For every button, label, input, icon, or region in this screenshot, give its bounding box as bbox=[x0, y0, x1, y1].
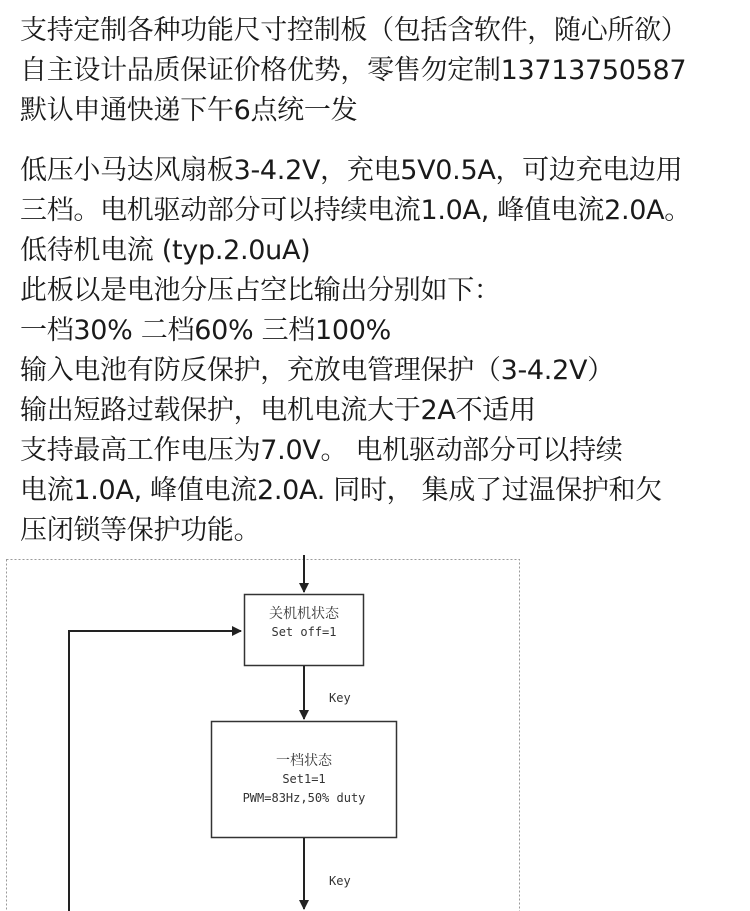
key-label-1: Key bbox=[329, 691, 351, 705]
off-state-code: Set off=1 bbox=[271, 625, 337, 639]
gear1-state-title: 一档状态 bbox=[276, 753, 332, 769]
spec-line: 三档。电机驱动部分可以持续电流1.0A, 峰值电流2.0A。 bbox=[20, 195, 691, 226]
spec-line: 支持最高工作电压为7.0V。 电机驱动部分可以持续 bbox=[20, 435, 623, 466]
spec-line: 一档30% 二档60% 三档100% bbox=[20, 315, 391, 346]
intro-line: 支持定制各种功能尺寸控制板（包括含软件，随心所欲） bbox=[20, 15, 688, 46]
off-state-box bbox=[245, 595, 364, 666]
intro-line: 自主设计品质保证价格优势，零售勿定制13713750587 bbox=[20, 55, 687, 86]
spec-line: 压闭锁等保护功能。 bbox=[20, 515, 261, 546]
spec-text bbox=[20, 151, 750, 551]
spec-line: 输入电池有防反保护，充放电管理保护（3-4.2V） bbox=[20, 355, 614, 386]
key-label-2: Key bbox=[329, 874, 351, 888]
state-flowchart bbox=[0, 555, 750, 911]
spec-line: 低待机电流 (typ.2.0uA) bbox=[20, 235, 311, 266]
spec-line: 电流1.0A, 峰值电流2.0A. 同时， 集成了过温保护和欠 bbox=[20, 475, 662, 506]
spec-line: 此板以是电池分压占空比输出分别如下： bbox=[20, 275, 501, 306]
spec-line: 输出短路过载保护，电机电流大于2A不适用 bbox=[20, 395, 536, 426]
off-state-title: 关机机状态 bbox=[269, 606, 339, 622]
intro-text bbox=[20, 11, 750, 131]
gear1-state-box bbox=[212, 722, 397, 838]
gear1-state-code: Set1=1 bbox=[282, 772, 326, 786]
gear1-state-pwm: PWM=83Hz,50% duty bbox=[242, 791, 366, 805]
intro-line: 默认申通快递下午6点统一发 bbox=[20, 95, 358, 126]
spec-line: 低压小马达风扇板3-4.2V，充电5V0.5A，可边充电边用 bbox=[20, 155, 683, 186]
